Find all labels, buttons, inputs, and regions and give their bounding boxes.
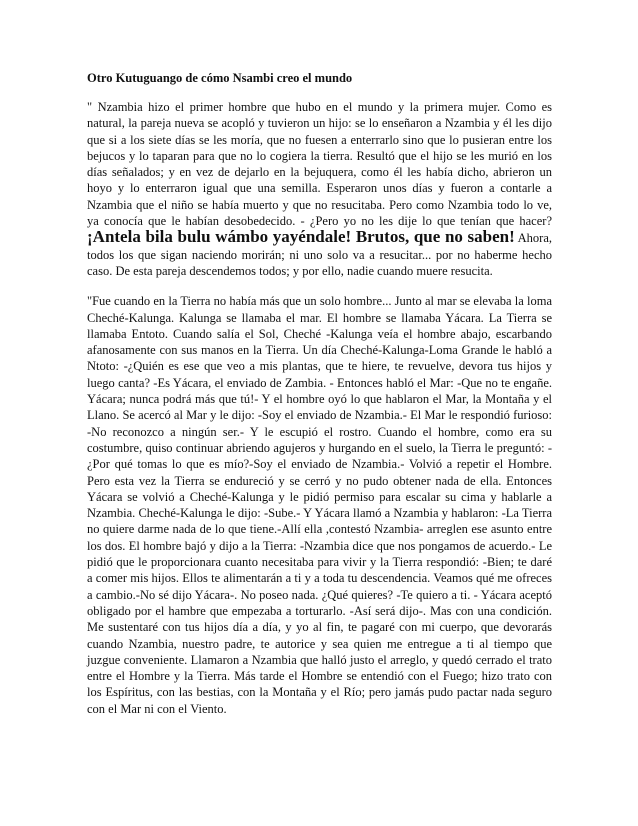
- document-page: [87, 70, 552, 731]
- paragraph-text: Ahora, todos los que sigan naciendo morirán; ni uno solo va a resucitar... por no haberme hecho caso. De esta pareja descendemos todos; y por ello, nadie cuando muere resucita.: [87, 231, 552, 278]
- document-title: Otro Kutuguango de cómo Nsambi creo el mundo: [87, 71, 353, 85]
- paragraph-nzambia-first-couple: [87, 99, 552, 279]
- paragraph-text: " Nzambia hizo el primer hombre que hubo en el mundo y la primera mujer. Como es natural, la pareja nueva se acopló y tuvieron un hijo: se lo enseñaron a Nzambia y él les dijo que si a los siete días se les moría, que no fuesen a enterrarlo sino que lo pusieran entre los bejucos y lo taparan para que no lo cogiera la tierra. Resultó que el hijo se les murió en los días señalados; y en vez de dejarlo en la bejuquera, como él les había dicho, abrieron un hoyo y lo enterraron igual que una semilla. Esperaron unos días y fueron a contarle a Nzambia que el niño se había muerto y que no resucitaba. Pero como Nzambia todo lo ve, ya conocía que le habían desobedecido. - ¿Pero yo no les dije lo que tenían que hacer?: [87, 100, 552, 229]
- paragraph-yacara-story: "Fue cuando en la Tierra no había más que un solo hombre... Junto al mar se elevaba la loma Cheché-Kalunga. Kalunga se llamaba el mar. El hombre se llamaba Yácara. La Tierra se llamaba Entoto. Cuando salía el Sol, Cheché -Kalunga veía el hombre abajo, escarbando afanosamente con sus manos en la Tierra. Un día Cheché-Kalunga-Loma Grande le habló a Ntoto: -¿Quién es ese que veo a mis plantas, que te hiere, te revuelve, devora tus hijos y luego canta? -Es Yácara, el enviado de Zambia. - Entonces habló el Mar: -Que no te engañe. Yácara; nunca podrá más que tú!- Y el hombre oyó lo que hablaron el Mar, la Montaña y el Llano. Se acercó al Mar y le dijo: -Soy el enviado de Nzambia.- El Mar le respondió furioso: -No reconozco a ningún ser.- Y le escupió el rostro. Cuando el hombre, como era su costumbre, quiso continuar abriendo agujeros y hurgando en el suelo, la Tierra le preguntó: -¿Por qué tomas lo que es mío?-Soy el enviado de Nzambia.- Volvió a repetir el Hombre. Pero esta vez la Tierra se endureció y se cerró y no pudo obtener nada de ella. Entonces Yácara se volvió a Cheché-Kalunga y le pidió permiso para escalar su cima y hablarle a Nzambia. Cheché-Kalunga le dijo: -Sube.- Y Yácara llamó a Nzambia y hablaron: -La Tierra no quiere darme nada de lo que tiene.-Allí ella ,contestó Nzambia- arreglen ese asunto entre los dos. El hombre bajó y dijo a la Tierra: -Nzambia dice que nos pongamos de acuerdo.- Le pidió que le proporcionara cuanto necesitaba para vivir y la Tierra respondió: -Bien; te daré a comer mis hijos. Ellos te alimentarán a ti y a toda tu descendencia. Veamos qué me ofreces a cambio.-No sé dijo Yácara-. No poseo nada. ¿Qué quieres? -Te quiero a ti. - Yácara aceptó obligado por el hambre que empezaba a torturarlo. -Así será dijo-. Mas con una condición. Me sustentaré con tus hijos día a día, y yo al fin, te pagaré con mi cuerpo, que devorarás cuando Nzambia, nuestro padre, te autorice y sea quien me entregue a ti al tiempo que juzgue conveniente. Llamaron a Nzambia que halló justo el arreglo, y quedó cerrado el trato entre el Hombre y la Tierra. Más tarde el Hombre se entendió con el Fuego; hizo trato con los Espíritus, con las bestias, con la Montaña y el Río; pero jamás pudo pactar nada seguro con el Mar ni con el Viento.: [87, 294, 552, 716]
- emphasized-quote: ¡Antela bila bulu wámbo yayéndale! Brutos, que no saben!: [87, 227, 515, 247]
